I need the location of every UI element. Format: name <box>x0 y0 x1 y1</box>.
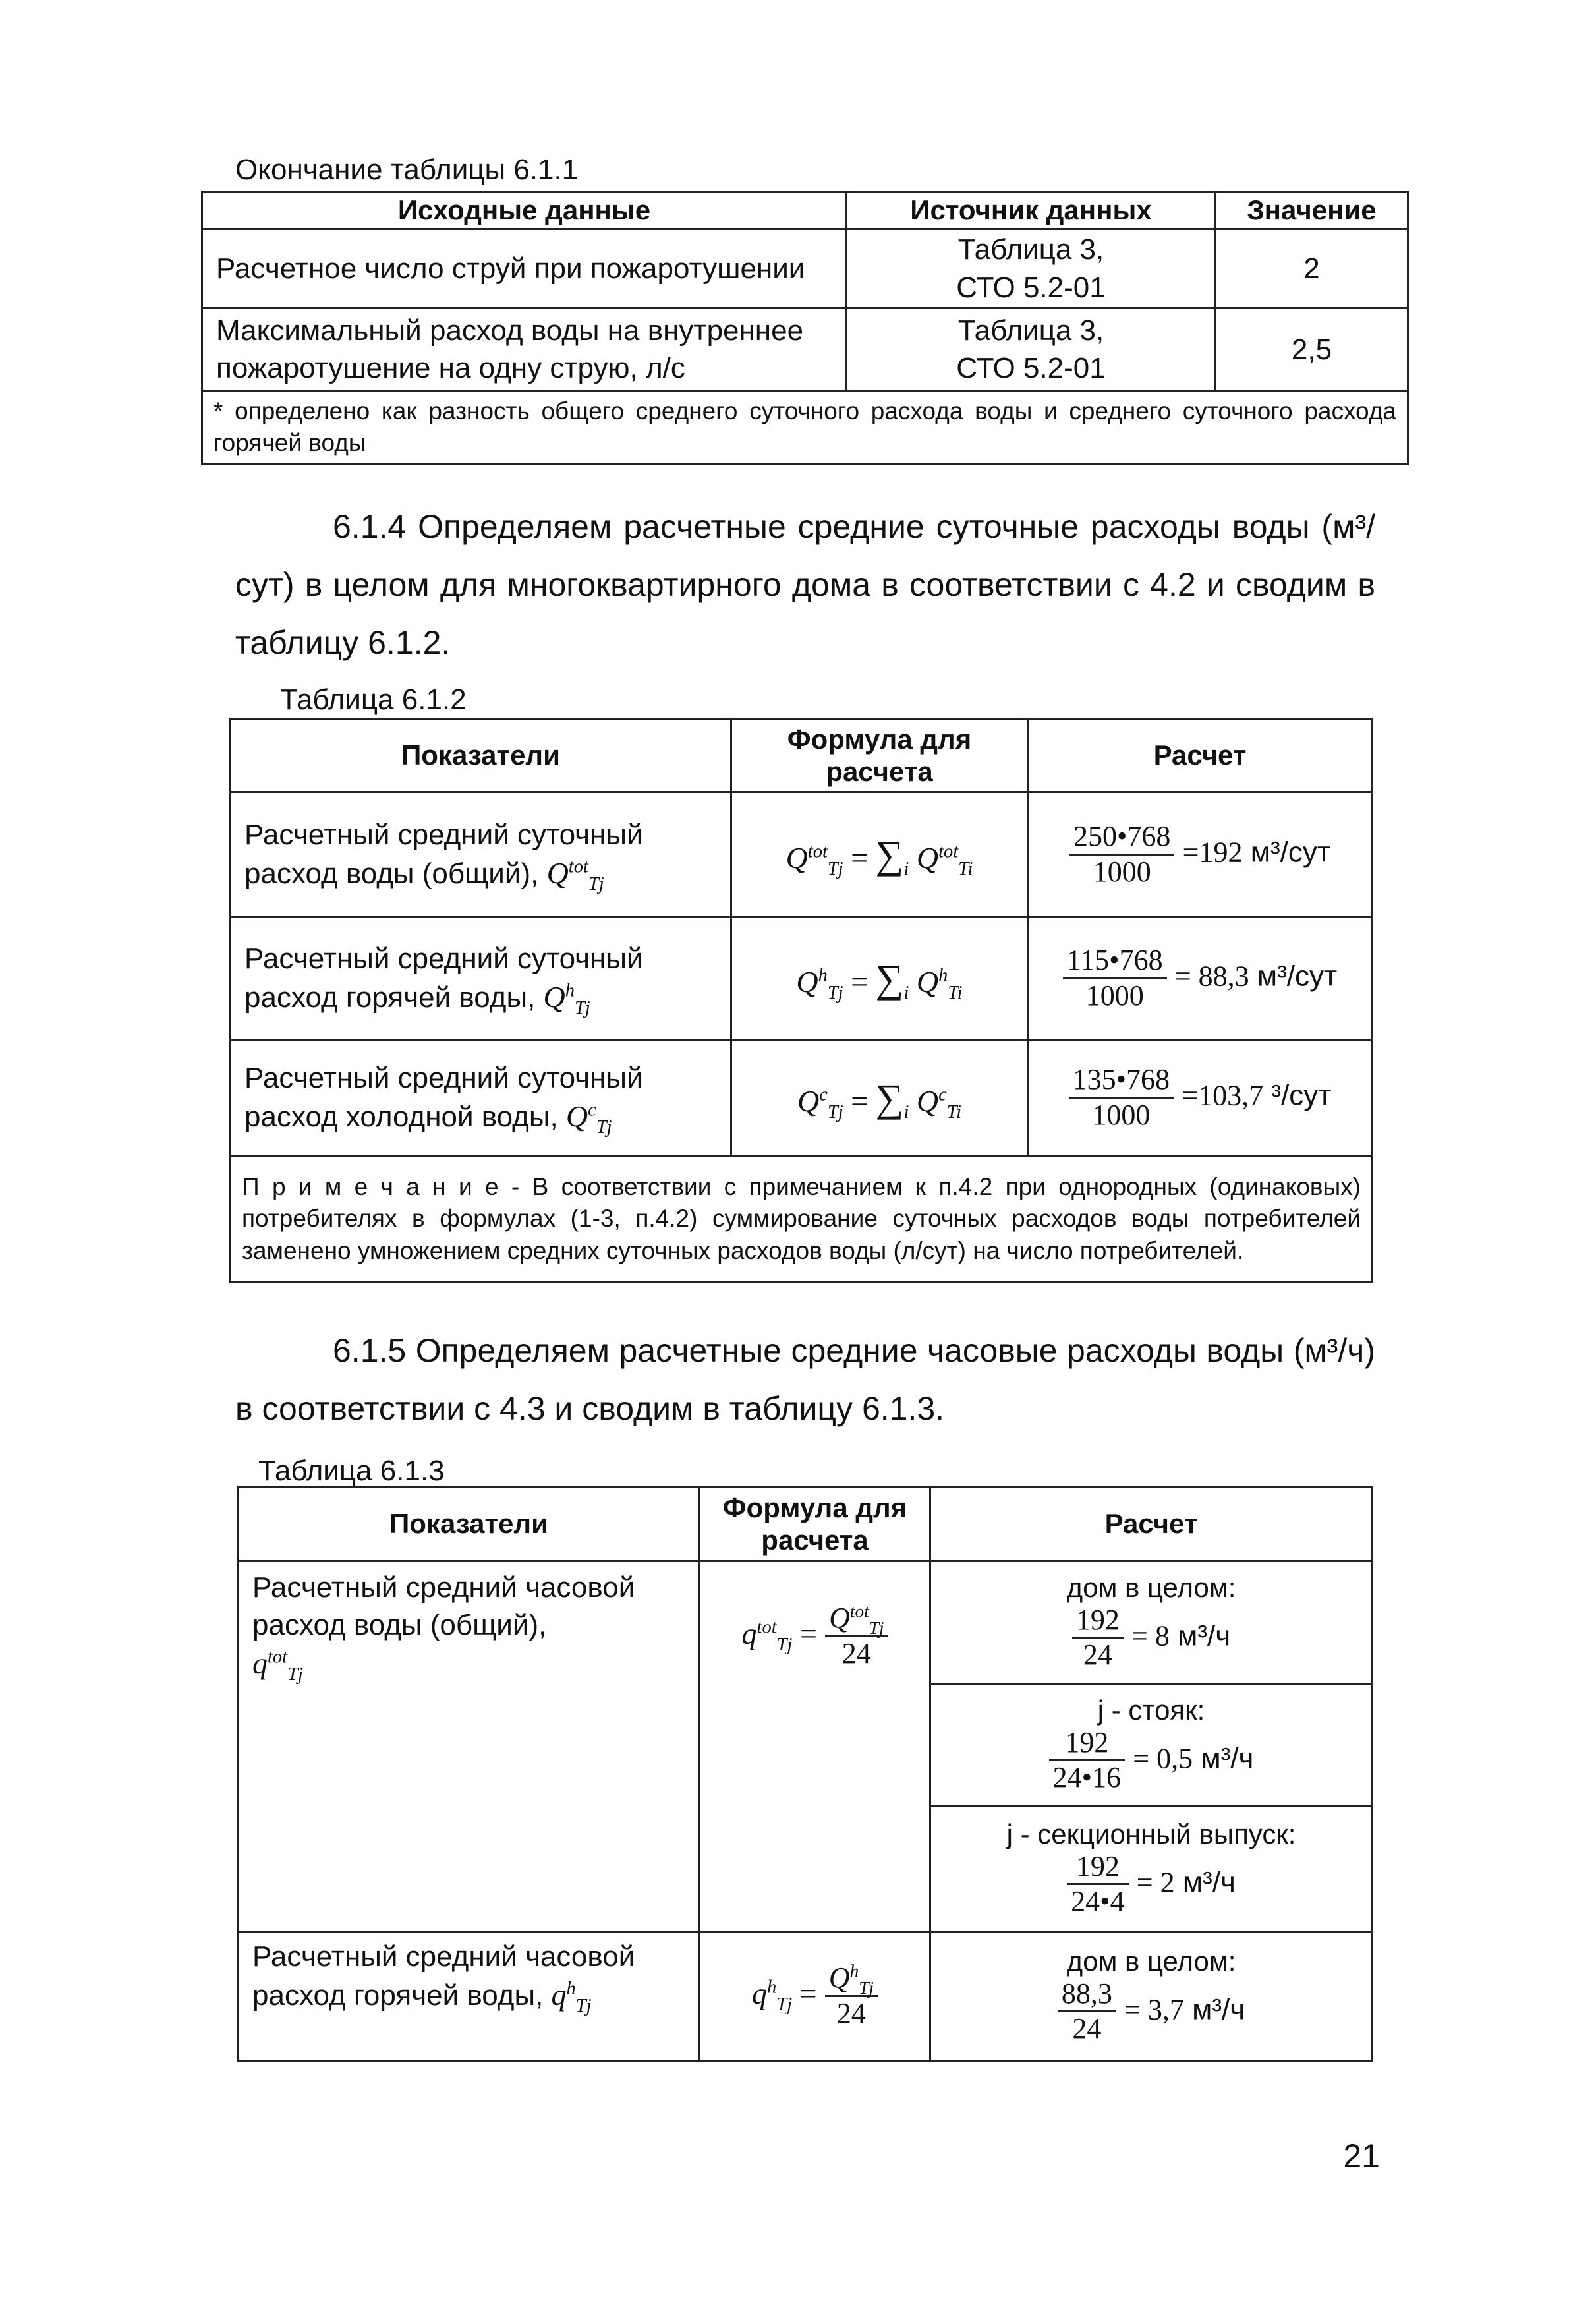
table-612-row2-calc <box>1028 917 1373 1040</box>
table-611-row1-value: 2 <box>1216 229 1408 308</box>
table-612-row2-label-text: Расчетный средний суточный расход горячей воды, <box>244 943 643 1014</box>
table-613-calc-riser-result: = 0,5 <box>1133 1742 1193 1775</box>
table-611-header-source-data: Исходные данные <box>202 192 847 229</box>
table-611-row1-source <box>847 229 1216 308</box>
table-613-row2-calc-fraction <box>1058 1977 1116 2046</box>
table-612-row1-result: =192 <box>1182 836 1243 869</box>
table-613-header-indicators: Показатели <box>239 1488 700 1561</box>
table-613-calc-riser-num: 192 <box>1049 1726 1125 1762</box>
table-612-row2-symbol: $Q^h_{Tj}$ <box>543 980 590 1019</box>
table-613-calc-section-unit: м³/ч <box>1182 1866 1236 1899</box>
table-613-row2-label <box>239 1932 700 2061</box>
page-number: 21 <box>1343 2137 1380 2174</box>
table-612-header-calculation: Расчет <box>1028 720 1373 792</box>
table-611-row2-source-line2: СТО 5.2-01 <box>956 352 1106 385</box>
table-613-calc-house <box>930 1561 1373 1684</box>
table-613-calc-house-unit: м³/ч <box>1178 1619 1231 1652</box>
table-613-header-formula: Формула для расчета <box>700 1488 930 1561</box>
table-612-row1-den: 1000 <box>1093 856 1151 888</box>
table-613-calc-house-num: 192 <box>1072 1604 1124 1639</box>
table-612-row1-symbol: $Q^{tot}_{Tj}$ <box>546 856 604 895</box>
table-613-header-calculation: Расчет <box>930 1488 1373 1561</box>
table-612-note: П р и м е ч а н и е - В соответствии с примечанием к п.4.2 при однородных (одинаковых) потребителях в формулах (1-3, п.4.2) суммирование суточных расходов воды потребителей заменено умножением средних суточных расходов воды (л/сут) на число потребителей. <box>231 1156 1373 1283</box>
table-613-calc-riser-fraction <box>1049 1726 1125 1795</box>
table-612-row3-num: 135•768 <box>1069 1063 1174 1099</box>
table-612-row2-result: = 88,3 <box>1174 960 1249 993</box>
table-613-caption: Таблица 6.1.3 <box>258 1455 445 1487</box>
table-611-row2-param: Максимальный расход воды на внутреннее пожаротушение на одну струю, л/с <box>202 308 847 391</box>
table-613-calc-riser-head: j - стояк: <box>1097 1695 1205 1726</box>
table-612-row3-symbol: $Q^c_{Tj}$ <box>565 1099 612 1138</box>
table-612-row1-formula <box>731 792 1028 917</box>
table-612-row1-num: 250•768 <box>1069 820 1174 856</box>
table-613-calc-riser-unit: м³/ч <box>1201 1742 1254 1775</box>
table-612-row2-formula <box>731 917 1028 1040</box>
table-611-footnote: * определено как разность общего среднего суточного расхода воды и среднего суточного расхода горячей воды <box>202 391 1408 464</box>
formula-qh-hourly: $q^h_{Tj}$ = <box>752 1977 817 2016</box>
table-613-calc-section-fraction <box>1067 1850 1128 1919</box>
table-612-row3-unit: ³/сут <box>1271 1080 1332 1113</box>
table-611-row2-source-line1: Таблица 3, <box>957 314 1104 347</box>
table-613-calc-house-head: дом в целом: <box>1066 1572 1236 1604</box>
table-612-row1-fraction <box>1069 820 1174 888</box>
table-612-row3-result: =103,7 <box>1182 1080 1264 1113</box>
table-612 <box>229 718 1373 1283</box>
formula-qtot-sum: $Q^{tot}_{Tj} = \sum_i$ $Q^{tot}_{Ti}$ <box>785 832 973 879</box>
table-612-row2-den: 1000 <box>1085 979 1144 1012</box>
table-613-calc-house-den: 24 <box>1083 1639 1112 1672</box>
table-613-calc-section-den: 24•4 <box>1071 1885 1125 1918</box>
table-613-calc-section-head: j - секционный выпуск: <box>1006 1818 1296 1850</box>
table-611-end <box>201 191 1409 465</box>
table-612-row3-den: 1000 <box>1092 1099 1151 1131</box>
table-612-row3-formula <box>731 1040 1028 1156</box>
table-612-header-indicators: Показатели <box>231 720 731 792</box>
table-612-row3-fraction <box>1069 1063 1174 1132</box>
table-613-calc-riser-den: 24•16 <box>1052 1761 1122 1794</box>
table-613-row1-label <box>239 1561 700 1932</box>
table-611-header-value: Значение <box>1216 192 1408 229</box>
paragraph-6-1-5: 6.1.5 Определяем расчетные средние часовые расходы воды (м³/ч) в соответствии с 4.3 и сводим в таблицу 6.1.3. <box>235 1332 1375 1427</box>
table-612-row1-label <box>231 792 731 917</box>
formula-qh-hourly-fraction: $\frac{Q^h_{Tj}}{24}$ <box>825 1962 878 2030</box>
table-612-header-formula: Формула для расчета <box>731 720 1028 792</box>
table-611-row2-value: 2,5 <box>1216 308 1408 391</box>
formula-qtot-hourly-fraction: $\frac{Q^{tot}_{Tj}}{24}$ <box>825 1602 888 1670</box>
table-613-calc-section-outlet <box>930 1807 1373 1932</box>
table-613-row2-calc-head: дом в целом: <box>1066 1946 1236 1977</box>
table-612-caption: Таблица 6.1.2 <box>280 683 467 716</box>
table-612-row2-num: 115•768 <box>1063 944 1167 979</box>
table-613-calc-section-num: 192 <box>1067 1850 1128 1886</box>
table-613-row1-symbol: $q^{tot}_{Tj}$ <box>252 1646 303 1685</box>
table-612-row1-unit: м³/сут <box>1250 836 1330 869</box>
table-613-calc-section-result: = 2 <box>1136 1866 1175 1899</box>
table-613-row1-label-text: Расчетный средний часовой расход воды (общий), <box>252 1571 635 1642</box>
table-611-caption: Окончание таблицы 6.1.1 <box>235 154 579 186</box>
table-613-row2-calc-den: 24 <box>1072 2012 1102 2045</box>
paragraph-6-1-4: 6.1.4 Определяем расчетные средние суточные расходы воды (м³/сут) в целом для многоквартирного дома в соответствии с 4.2 и сводим в таблицу 6.1.2. <box>235 508 1375 661</box>
table-612-row2-fraction <box>1063 944 1167 1012</box>
table-612-row3-label-text: Расчетный средний суточный расход холодной воды, <box>244 1062 643 1134</box>
table-611-header-data-source: Источник данных <box>847 192 1216 229</box>
table-612-row1-calc <box>1028 792 1373 917</box>
table-611-row2-source <box>847 308 1216 391</box>
formula-qh-sum: $Q^h_{Tj} = \sum_i$ $Q^h_{Ti}$ <box>796 956 963 1003</box>
table-613-row2-label-text: Расчетный средний часовой расход горячей воды, <box>252 1940 635 2012</box>
table-613-row2-calc-num: 88,3 <box>1058 1977 1116 2013</box>
formula-qtot-hourly: $q^{tot}_{Tj}$ = <box>741 1616 817 1655</box>
table-613-calc-house-fraction <box>1072 1604 1124 1672</box>
table-612-row2-unit: м³/сут <box>1257 960 1338 993</box>
table-611-row1-source-line1: Таблица 3, <box>957 233 1104 266</box>
formula-qc-sum: $Q^c_{Tj} = \sum_i$ $Q^c_{Ti}$ <box>797 1076 961 1122</box>
table-613-row2-symbol: $q^h_{Tj}$ <box>551 1978 592 2017</box>
table-613-row2-calc-unit: м³/ч <box>1192 1993 1245 2026</box>
table-613-row2-formula <box>700 1932 930 2061</box>
table-612-row2-label <box>231 917 731 1040</box>
table-613-row2-calc <box>930 1932 1373 2061</box>
table-611-row1-source-line2: СТО 5.2-01 <box>956 271 1106 304</box>
table-613-calc-riser <box>930 1684 1373 1807</box>
table-613-calc-house-result: = 8 <box>1131 1619 1170 1652</box>
table-613-row1-formula <box>700 1561 930 1932</box>
table-611-row1-param: Расчетное число струй при пожаротушении <box>202 229 847 308</box>
table-613-row2-calc-result: = 3,7 <box>1124 1993 1184 2026</box>
table-612-row3-calc <box>1028 1040 1373 1156</box>
table-612-row1-label-text: Расчетный средний суточный расход воды (общий), <box>244 819 643 890</box>
table-613 <box>237 1486 1373 2062</box>
table-612-row3-label <box>231 1040 731 1156</box>
